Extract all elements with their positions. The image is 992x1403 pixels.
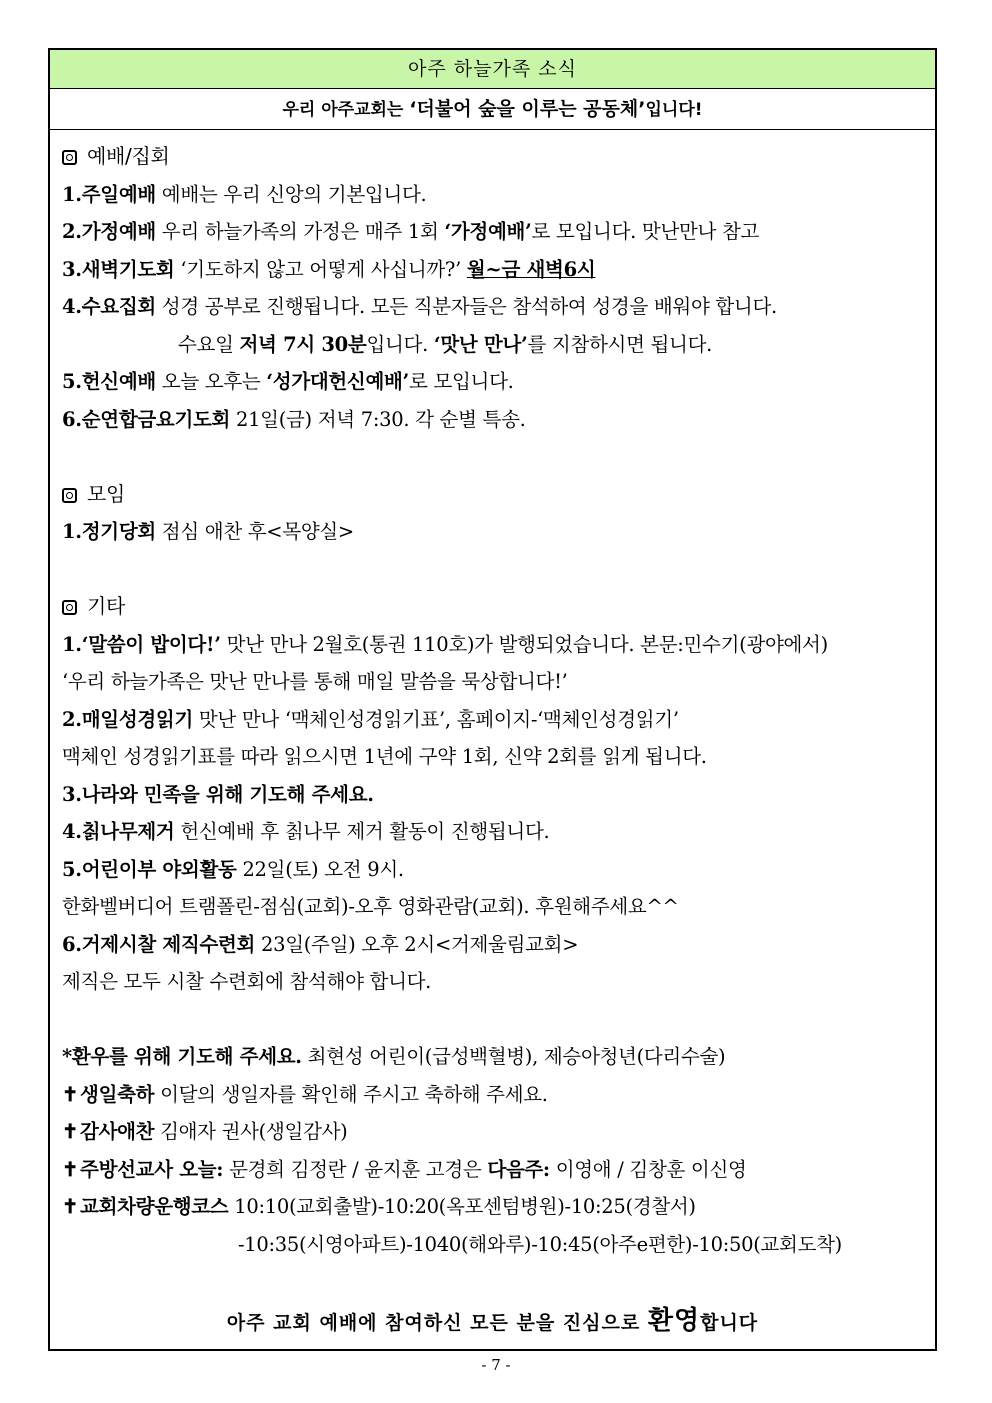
list-item: 1.정기당회 점심 애찬 후<목양실> bbox=[62, 520, 354, 543]
cross-icon: ✝ bbox=[62, 1157, 79, 1181]
list-item: 수요일 저녁 7시 30분입니다. ‘맛난 만나’를 지참하시면 됩니다. bbox=[178, 332, 713, 356]
prayer-request: *환우를 위해 기도해 주세요. 최현성 어린이(급성백혈병), 제승아청년(다리수술) bbox=[62, 1045, 726, 1068]
list-item: 2.가정예배 우리 하늘가족의 가정은 매주 1회 ‘가정예배’로 모입니다. 맛난만나 참고 bbox=[62, 220, 760, 243]
section-title-worship: 예배/집회 bbox=[62, 138, 923, 176]
list-item: 3.나라와 민족을 위해 기도해 주세요. bbox=[62, 782, 374, 806]
section-title-meeting: 모임 bbox=[62, 476, 923, 514]
section-icon bbox=[62, 600, 77, 615]
vehicle-route-cont: -10:35(시영아파트)-1040(해와루)-10:45(아주e편한)-10:50(교회도착) bbox=[238, 1232, 842, 1256]
vehicle-route: ✝ 교회차량운행코스 10:10(교회출발)-10:20(옥포센텀병원)-10:25(경찰서) bbox=[62, 1195, 696, 1218]
section-title-etc: 기타 bbox=[62, 588, 923, 626]
page-number: - 7 - bbox=[481, 1356, 511, 1374]
list-item: 1.‘말씀이 밥이다!’ 맛난 만나 2월호(통권 110호)가 발행되었습니다. 본문:민수기(광야에서) bbox=[62, 632, 828, 656]
bulletin-body bbox=[50, 130, 935, 1263]
birthday-note: ✝ 생일축하 이달의 생일자를 확인해 주시고 축하해 주세요. bbox=[62, 1082, 548, 1106]
list-item: 6.순연합금요기도회 21일(금) 저녁 7:30. 각 순별 특송. bbox=[62, 407, 526, 431]
cross-icon: ✝ bbox=[62, 1082, 79, 1106]
list-item: 6.거제시찰 제직수련회 23일(주일) 오후 2시<거제울림교회> bbox=[62, 932, 579, 956]
list-item: 제직은 모두 시찰 수련회에 참석해야 합니다. bbox=[62, 970, 432, 993]
page-title: 아주 하늘가족 소식 bbox=[50, 50, 935, 89]
list-item: 4.칡나무제거 헌신예배 후 칡나무 제거 활동이 진행됩니다. bbox=[62, 820, 550, 843]
cross-icon: ✝ bbox=[62, 1120, 79, 1143]
kitchen-note: ✝ 주방선교사 오늘: 문경희 김정란 / 윤지훈 고경은 다음주: 이영애 / 김창훈 이신영 bbox=[62, 1157, 747, 1181]
section-icon bbox=[62, 488, 77, 503]
list-item: 3.새벽기도회 ‘기도하지 않고 어떻게 사십니까?’ 월~금 새벽6시 bbox=[62, 257, 596, 281]
list-item: ‘우리 하늘가족은 맛난 만나를 통해 매일 말씀을 묵상합니다!’ bbox=[62, 670, 568, 693]
welcome-message: 아주 교회 예배에 참여하신 모든 분을 진심으로 환영합니다 bbox=[226, 1306, 759, 1336]
section-icon bbox=[62, 150, 77, 165]
list-item: 5.어린이부 야외활동 22일(토) 오전 9시. bbox=[62, 857, 404, 881]
list-item: 2.매일성경읽기 맛난 만나 ‘맥체인성경읽기표’, 홈페이지-‘맥체인성경읽기’ bbox=[62, 707, 679, 731]
list-item: 4.수요집회 성경 공부로 진행됩니다. 모든 직분자들은 참석하여 성경을 배워야 합니다. bbox=[62, 295, 777, 318]
church-motto: 우리 아주교회는 ‘더불어 숲을 이루는 공동체’입니다! bbox=[50, 89, 935, 130]
thanks-note: ✝ 감사애찬 김애자 권사(생일감사) bbox=[62, 1120, 348, 1143]
list-item: 맥체인 성경읽기표를 따라 읽으시면 1년에 구약 1회, 신약 2회를 읽게 됩니다. bbox=[62, 745, 707, 768]
list-item: 5.헌신예배 오늘 오후는 ‘성가대헌신예배’로 모입니다. bbox=[62, 370, 514, 393]
list-item: 한화벨버디어 트램폴린-점심(교회)-오후 영화관람(교회). 후원해주세요^^ bbox=[62, 895, 679, 918]
bulletin-frame bbox=[48, 48, 937, 1351]
list-item: 1.주일예배 예배는 우리 신앙의 기본입니다. bbox=[62, 182, 427, 206]
cross-icon: ✝ bbox=[62, 1195, 79, 1218]
